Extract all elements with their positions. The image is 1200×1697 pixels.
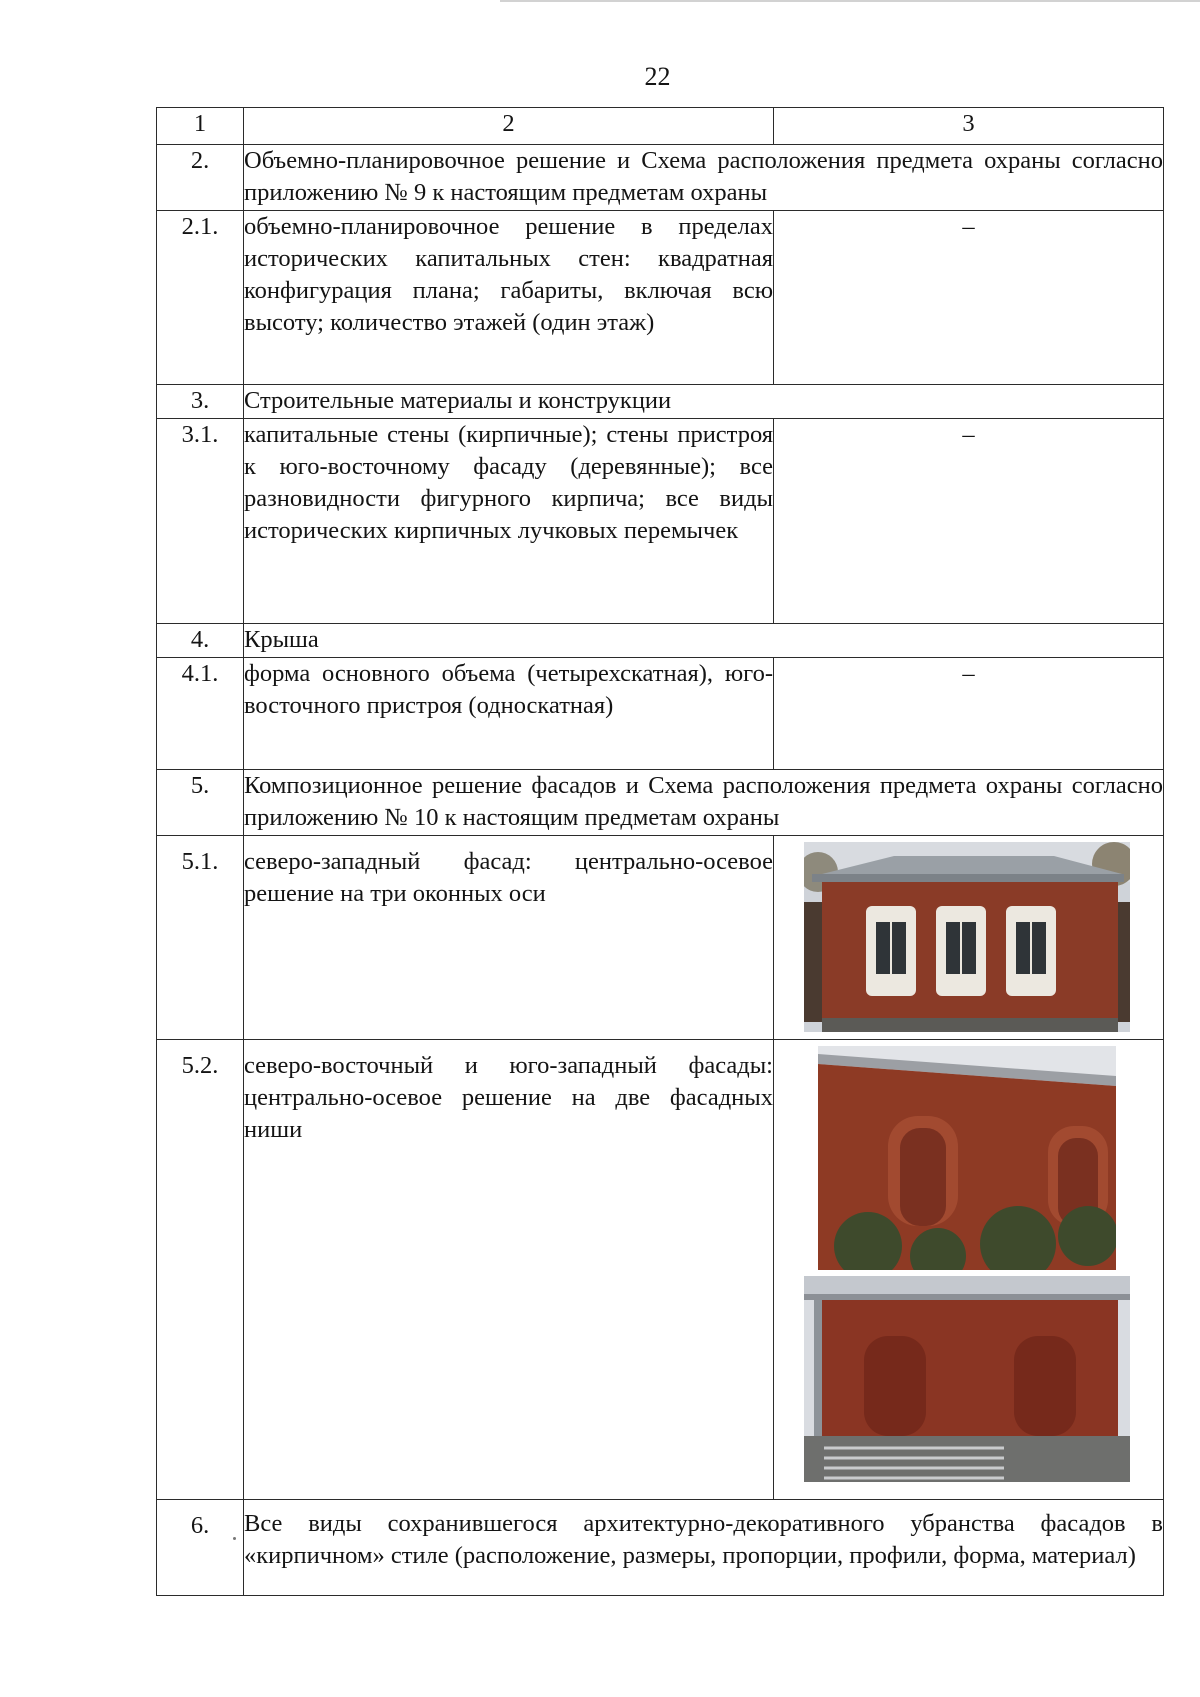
page-number: 22 — [644, 62, 671, 91]
table-row — [157, 419, 1164, 624]
header-col-3: 3 — [774, 108, 1164, 145]
row-text: Крыша — [244, 624, 1164, 658]
table-row — [157, 836, 1164, 1040]
row-text: Строительные материалы и конструкции — [244, 385, 1164, 419]
row-text: северо-восточный и юго-западный фасады: центрально-осевое решение на две фасадных ниши — [244, 1040, 774, 1500]
row-number: 3.1. — [157, 419, 244, 624]
table-row — [157, 211, 1164, 385]
table-row — [157, 385, 1164, 419]
row-value: – — [774, 419, 1164, 624]
table-row — [157, 145, 1164, 211]
photo-cell — [774, 1040, 1164, 1500]
row-value: – — [774, 211, 1164, 385]
northwest-facade-photo — [804, 842, 1130, 1032]
table-row — [157, 624, 1164, 658]
northeast-facade-photo — [818, 1046, 1116, 1270]
row-number: 4. — [157, 624, 244, 658]
scan-top-edge — [500, 0, 1200, 2]
table-row — [157, 1500, 1164, 1596]
row-number: 4.1. — [157, 658, 244, 770]
row-text: Все виды сохранившегося архитектурно-декоративного убранства фасадов в «кирпичном» стиле (расположение, размеры, пропорции, профили, форма, материал) — [244, 1500, 1164, 1596]
row-number: 6. — [157, 1500, 244, 1596]
header-col-2: 2 — [244, 108, 774, 145]
table-row — [157, 770, 1164, 836]
row-number: 5.1. — [157, 836, 244, 1040]
row-text: объемно-планировочное решение в пределах исторических капитальных стен: квадратная конфигурация плана; габариты, включая всю высоту; количество этажей (один этаж) — [244, 211, 774, 385]
row-number: 2.1. — [157, 211, 244, 385]
row-text: капитальные стены (кирпичные); стены пристроя к юго-восточному фасаду (деревянные); все разновидности фигурного кирпича; все виды исторических кирпичных лучковых перемычек — [244, 419, 774, 624]
row-number: 3. — [157, 385, 244, 419]
header-col-1: 1 — [157, 108, 244, 145]
row-text: форма основного объема (четырехскатная), юго-восточного пристроя (односкатная) — [244, 658, 774, 770]
photo-cell — [774, 836, 1164, 1040]
row-number: 5. — [157, 770, 244, 836]
row-number: 2. — [157, 145, 244, 211]
row-text: Композиционное решение фасадов и Схема расположения предмета охраны согласно приложению № 10 к настоящим предметам охраны — [244, 770, 1164, 836]
table-row — [157, 658, 1164, 770]
table-header-row — [157, 108, 1164, 145]
table-row — [157, 1040, 1164, 1500]
row-value: – — [774, 658, 1164, 770]
row-text: северо-западный фасад: центрально-осевое решение на три оконных оси — [244, 836, 774, 1040]
protection-subject-table — [156, 107, 1164, 1596]
southwest-facade-photo — [804, 1276, 1130, 1482]
row-text: Объемно-планировочное решение и Схема расположения предмета охраны согласно приложению № 9 к настоящим предметам охраны — [244, 145, 1164, 211]
scan-speck — [233, 1537, 236, 1540]
row-number: 5.2. — [157, 1040, 244, 1500]
